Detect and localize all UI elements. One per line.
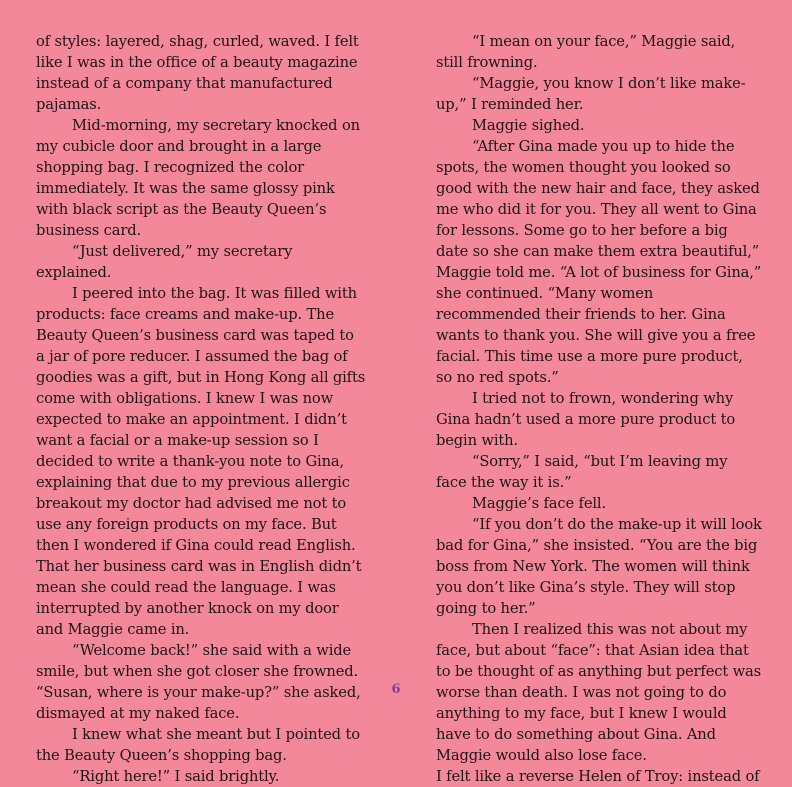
right-text-column xyxy=(436,31,762,787)
paragraph: Maggie’s face fell. xyxy=(472,495,606,512)
left-text-column xyxy=(36,31,366,787)
paragraph: “Maggie, you know I don’t like make-up,” I reminded her. xyxy=(436,75,746,113)
paragraph: “Just delivered,” my secretary explained. xyxy=(36,243,293,281)
paragraph: Mid-morning, my secretary knocked on my cubicle door and brought in a large shopping bag. I recognized the color immediately. It was the same glossy pink with black script as the Beauty Queen’s business card. xyxy=(36,117,360,239)
page-number: 6 xyxy=(391,682,401,697)
paragraph: Then I realized this was not about my face, but about “face”: that Asian idea that to be thought of as anything but perfect was worse than death. I was not going to do anything to my face, but I knew I would have to do something about Gina. And Maggie would also lose face. xyxy=(436,621,762,764)
paragraph: I tried not to frown, wondering why Gina hadn’t used a more pure product to begin with. xyxy=(436,390,736,449)
paragraph: “Welcome back!” she said with a wide smile, but when she got closer she frowned. “Susan, where is your make-up?” she asked, dismayed at my naked face. xyxy=(36,642,361,722)
paragraph: “Right here!” I said brightly. xyxy=(72,768,280,785)
paragraph: “I mean on your face,” Maggie said, still frowning. xyxy=(436,33,736,71)
paragraph: “Sorry,” I said, “but I’m leaving my face the way it is.” xyxy=(436,453,728,491)
paragraph: I knew what she meant but I pointed to the Beauty Queen’s shopping bag. xyxy=(36,726,360,764)
paragraph: “If you don’t do the make-up it will look bad for Gina,” she insisted. “You are the big boss from New York. The women will think you don’t like Gina’s style. They will stop going to her.” xyxy=(436,516,762,617)
paragraph: I felt like a reverse Helen of Troy: instead of xyxy=(436,768,760,785)
paragraph: I peered into the bag. It was filled with products: face creams and make-up. The Beauty Queen’s business card was taped to a jar of pore reducer. I assumed the bag of goodies was a gift, but in Hong Kong all gifts come with obligations. I knew I was now expected to make an appointment. I didn’t want a facial or a make-up session so I decided to write a thank-you note to Gina, explaining that due to my previous allergic breakout my doctor had advised me not to use any foreign products on my face. But then I wondered if Gina could read English. That her business card was in English didn’t mean she could read the language. I was interrupted by another knock on my door and Maggie came in. xyxy=(36,285,366,638)
paragraph: “After Gina made you up to hide the spots, the women thought you looked so good with the new hair and face, they asked me who did it for you. They all went to Gina for lessons. Some go to her before a big date so she can make them extra beautiful,” Maggie told me. “A lot of business for Gina,” she continued. “Many women recommended their friends to her. Gina wants to thank you. She will give you a free facial. This time use a more pure product, so no red spots.” xyxy=(436,138,762,386)
paragraph: Maggie sighed. xyxy=(472,117,585,134)
paragraph: of styles: layered, shag, curled, waved. I felt like I was in the office of a beauty magazine instead of a company that manufactured pajamas. xyxy=(36,33,359,113)
